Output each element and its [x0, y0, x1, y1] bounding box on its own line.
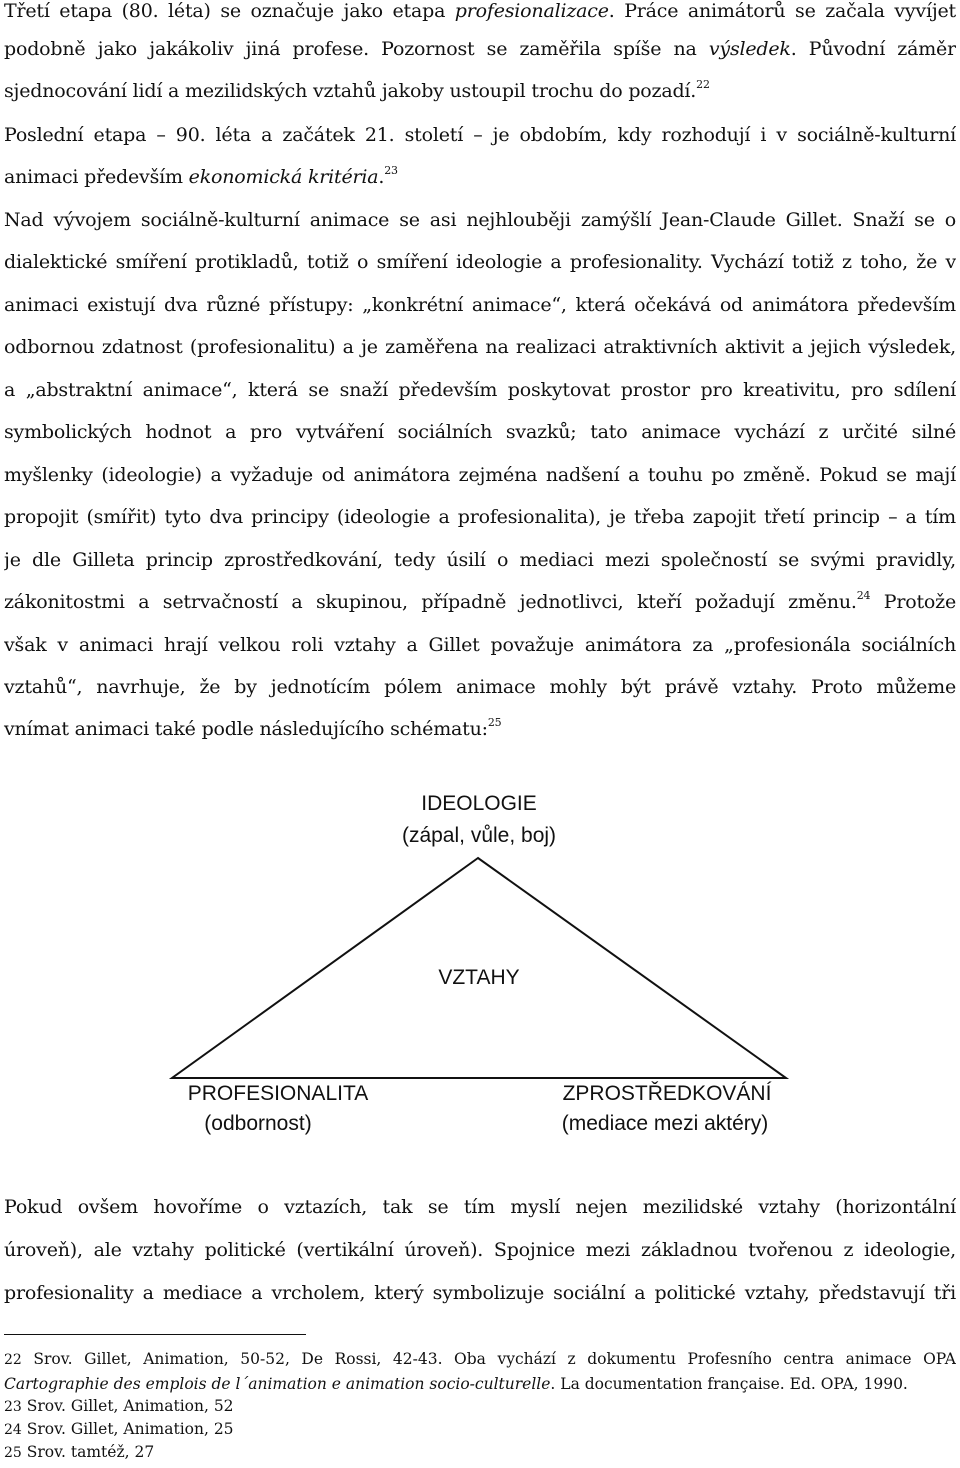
text-span: myšlenky (ideologie) a vyžaduje od animátora zejména nadšení a touhu po změně. Pokud se mají — [4, 464, 956, 486]
text-line — [4, 80, 956, 102]
diagram-right-label: ZPROSTŘEDKOVÁNÍ — [562, 1082, 772, 1105]
footnote-ref: 23 — [384, 164, 398, 177]
text-span: dialektické smíření protikladů, totiž o smíření ideologie a profesionality. Vychází totiž z toho, že v — [4, 251, 956, 273]
footnote-text: Srov. Gillet, Animation, 25 — [21, 1420, 234, 1438]
text-span: propojit (smířit) tyto dva principy (ideologie a profesionalita), je třeba zapojit třetí princip – a tím — [4, 506, 956, 528]
text-line — [4, 209, 956, 239]
footnote-22 — [4, 1350, 956, 1372]
footnote-ref: 25 — [487, 716, 502, 729]
text-line — [4, 294, 956, 324]
text-span: . — [378, 166, 385, 188]
text-span: úroveň), ale vztahy politické (vertikální úroveň). Spojnice mezi základnou tvořenou z ideologie, — [4, 1239, 956, 1261]
text-span: je dle Gilleta princip zprostředkování, tedy úsilí o mediaci mezi společností se svými pravidly, — [4, 549, 956, 571]
footnote-text: Srov. Gillet, Animation, 50-52, De Rossi, 42-43. Oba vychází z dokumentu Profesního centra animace OPA — [21, 1350, 956, 1368]
footnote-25 — [4, 1443, 956, 1461]
italic-title: Cartographie des emplois de l´animation e animation socio-culturelle — [4, 1375, 551, 1393]
text-line — [4, 421, 956, 451]
footnote-text: . La documentation française. Ed. OPA, 1990. — [550, 1375, 908, 1393]
text-line — [4, 1282, 956, 1312]
diagram-top-label: IDEOLOGIE — [421, 792, 537, 815]
text-line — [4, 124, 956, 154]
diagram-left-label: PROFESIONALITA — [187, 1082, 369, 1105]
text-line — [4, 549, 956, 579]
italic-term: výsledek — [708, 38, 791, 60]
text-span: podobně jako jakákoliv jiná profese. Pozornost se zaměřila spíše na — [4, 38, 709, 60]
footnote-number: 22 — [4, 1352, 22, 1368]
footnote-text: Srov. tamtéž, 27 — [21, 1443, 155, 1461]
footnote-text: Srov. Gillet, Animation, 52 — [21, 1397, 234, 1415]
text-line — [4, 166, 956, 188]
text-span: sjednocování lidí a mezilidských vztahů jakoby ustoupil trochu do pozadí. — [4, 80, 697, 102]
text-line — [4, 0, 956, 30]
text-span: symbolických hodnot a pro vytváření sociálních svazků; tato animace vychází z určité silné — [4, 421, 956, 443]
text-span: animaci především — [4, 166, 189, 188]
text-span: Nad vývojem sociálně-kulturní animace se asi nejhlouběji zamýšlí Jean-Claude Gillet. Snaží se o — [4, 209, 956, 231]
text-line — [4, 251, 956, 281]
text-span: Pokud ovšem hovoříme o vztazích, tak se tím myslí nejen mezilidské vztahy (horizontální — [4, 1196, 956, 1218]
footnote-24 — [4, 1420, 956, 1438]
text-span: vnímat animaci také podle následujícího schématu: — [4, 718, 488, 740]
text-span: . Původní záměr — [790, 38, 956, 60]
text-line — [4, 676, 956, 706]
footnote-ref: 22 — [696, 78, 710, 91]
footnote-number: 23 — [4, 1399, 22, 1415]
text-span: Protože — [870, 591, 956, 613]
text-line — [4, 591, 956, 621]
diagram-top-sub: (zápal, vůle, boj) — [401, 824, 557, 847]
relations-diagram — [0, 780, 960, 1160]
italic-term: profesionalizace — [454, 0, 609, 22]
text-line — [4, 718, 956, 740]
text-span: a „abstraktní animace“, která se snaží především poskytovat prostor pro kreativitu, pro sdílení — [4, 379, 956, 401]
footnote-number: 24 — [4, 1422, 22, 1438]
footnote-number: 25 — [4, 1445, 22, 1461]
text-line — [4, 38, 956, 68]
text-line — [4, 379, 956, 409]
diagram-right-sub: (mediace mezi aktéry) — [561, 1112, 769, 1135]
text-span: Poslední etapa – 90. léta a začátek 21. století – je obdobím, kdy rozhodují i v sociálně-kulturní — [4, 124, 956, 146]
diagram-center-label: VZTAHY — [399, 966, 559, 990]
text-line — [4, 634, 956, 664]
text-line — [4, 1239, 956, 1269]
text-line — [4, 464, 956, 494]
text-span: však v animaci hrají velkou roli vztahy a Gillet považuje animátora za „profesionála sociálních — [4, 634, 956, 656]
text-span: profesionality a mediace a vrcholem, který symbolizuje sociální a politické vztahy, představují tři — [4, 1282, 956, 1304]
text-span: Třetí etapa (80. léta) se označuje jako etapa — [4, 0, 455, 22]
footnote-23 — [4, 1397, 956, 1415]
text-span: animaci existují dva různé přístupy: „konkrétní animace“, která očekává od animátora především — [4, 294, 956, 316]
text-span: . Práce animátorů se začala vyvíjet — [608, 0, 956, 22]
footnote-separator — [4, 1334, 306, 1335]
text-line — [4, 506, 956, 536]
text-span: vztahů“, navrhuje, že by jednotícím pólem animace mohly být právě vztahy. Proto můžeme — [4, 676, 956, 698]
italic-term: ekonomická kritéria — [188, 166, 379, 188]
diagram-left-sub: (odbornost) — [204, 1112, 312, 1135]
text-line — [4, 1196, 956, 1226]
text-line — [4, 336, 956, 366]
text-span: odbornou zdatnost (profesionalitu) a je zaměřena na realizaci atraktivních aktivit a jejich výsledek, — [4, 336, 956, 358]
footnote-22-cont — [4, 1375, 956, 1393]
text-span: zákonitostmi a setrvačností a skupinou, případně jednotlivci, kteří požadují změnu. — [4, 591, 857, 613]
footnote-ref: 24 — [856, 591, 871, 602]
